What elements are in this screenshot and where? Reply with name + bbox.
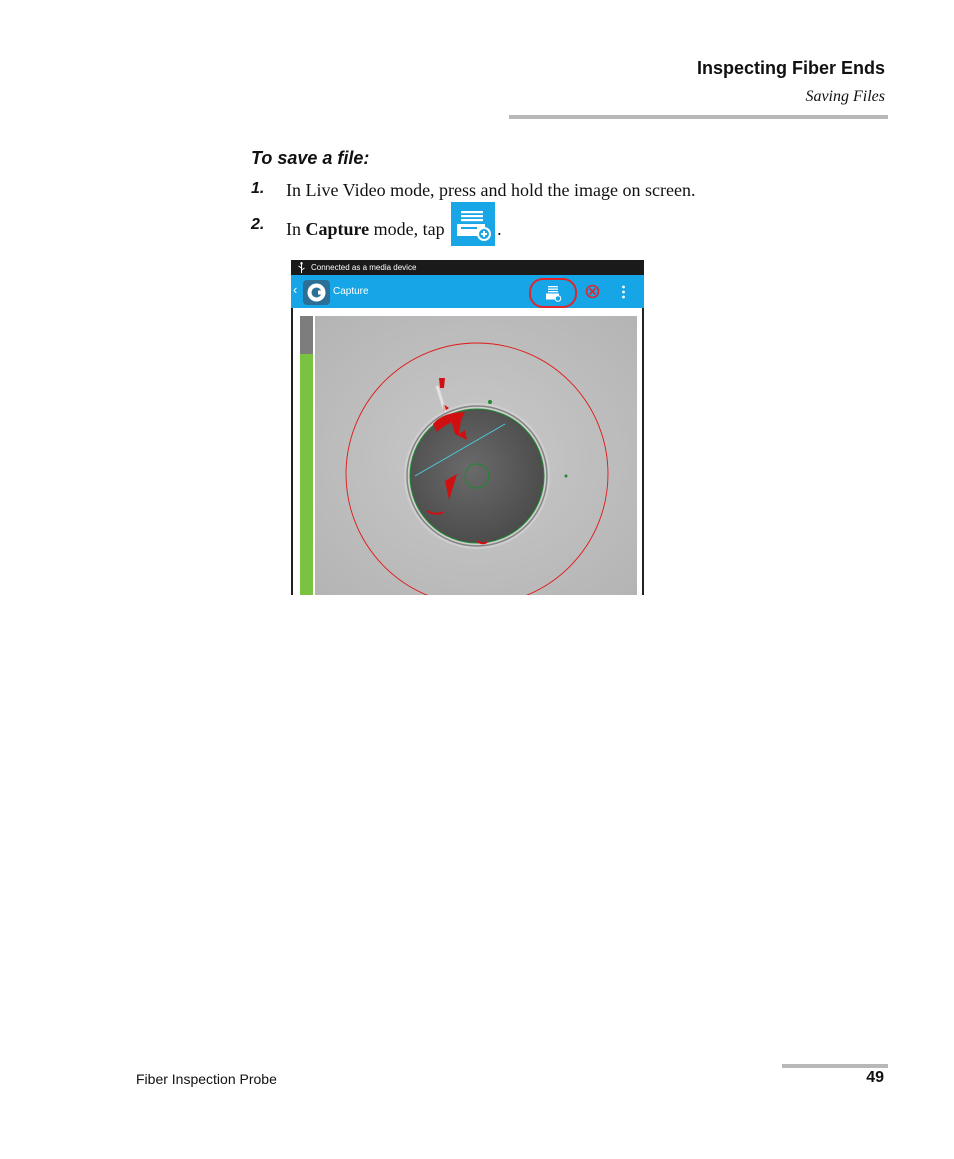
- step-text-middle: mode, tap: [369, 219, 445, 240]
- step-text: [286, 216, 502, 246]
- section-title: Saving Files: [805, 88, 885, 105]
- step-number: 2.: [251, 216, 265, 233]
- fiber-end-image[interactable]: [315, 316, 637, 595]
- overflow-menu-icon[interactable]: [621, 285, 626, 299]
- step-number: 1.: [251, 180, 265, 197]
- status-text: Connected as a media device: [311, 263, 417, 272]
- action-bar: [291, 275, 644, 308]
- step-text-prefix: In: [286, 219, 306, 240]
- save-file-icon: [451, 202, 495, 246]
- mode-name: Capture: [305, 219, 370, 240]
- page-number: 49: [866, 1069, 884, 1086]
- app-logo-icon: [303, 280, 330, 305]
- step-text-suffix: .: [497, 219, 502, 240]
- screen-title: Capture: [333, 286, 369, 297]
- save-button[interactable]: [529, 278, 577, 308]
- footer-divider: [782, 1064, 888, 1068]
- usb-icon: [297, 262, 306, 275]
- back-chevron-icon[interactable]: ‹: [293, 282, 298, 297]
- cancel-icon[interactable]: [585, 284, 600, 299]
- status-bar-gray: [300, 316, 313, 354]
- step-text: In Live Video mode, press and hold the image on screen.: [286, 180, 696, 200]
- capture-view: [291, 308, 644, 595]
- header-divider: [509, 115, 888, 119]
- procedure-title: To save a file:: [251, 148, 370, 168]
- footer-product: Fiber Inspection Probe: [136, 1071, 277, 1087]
- status-bar: [291, 260, 644, 275]
- chapter-title: Inspecting Fiber Ends: [696, 58, 885, 78]
- pass-indicator-bar: [300, 354, 313, 595]
- device-screenshot: [291, 260, 644, 595]
